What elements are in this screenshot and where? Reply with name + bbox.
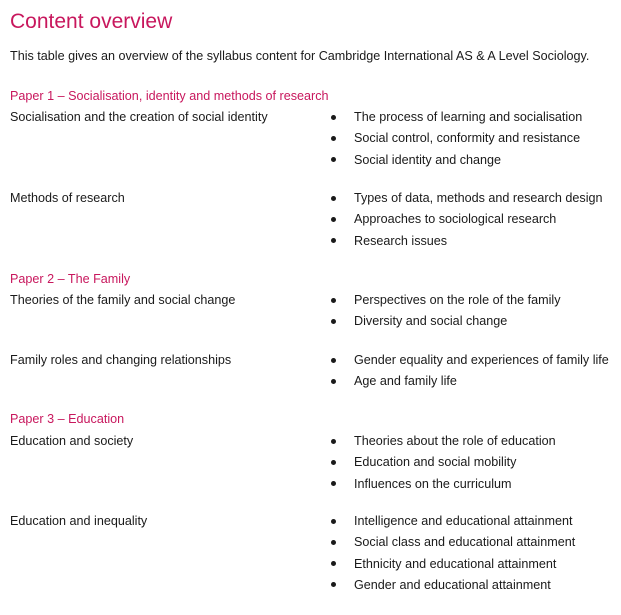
bullet-icon xyxy=(331,217,336,222)
topic-education-and-inequality: Education and inequality xyxy=(10,514,148,528)
paper-2-heading: Paper 2 – The Family xyxy=(10,272,131,286)
topic-education-and-society: Education and society xyxy=(10,434,134,448)
bullet-icon xyxy=(331,319,336,324)
bullet-icon xyxy=(331,460,336,465)
topic-family-roles: Family roles and changing relationships xyxy=(10,353,232,367)
bullet-icon xyxy=(331,379,336,384)
page-title: Content overview xyxy=(10,10,173,33)
bullet-icon xyxy=(331,540,336,545)
bullet-icon xyxy=(331,519,336,524)
bullet-icon xyxy=(331,298,336,303)
bullet-icon xyxy=(331,481,336,486)
bullet-icon xyxy=(331,157,336,162)
bullet-icon xyxy=(331,196,336,201)
bullet-icon xyxy=(331,238,336,243)
bullet-icon xyxy=(331,115,336,120)
bullet-icon xyxy=(331,561,336,566)
paper-3-heading: Paper 3 – Education xyxy=(10,412,125,426)
topic-socialisation: Socialisation and the creation of social identity xyxy=(10,110,268,124)
bullet-icon xyxy=(331,358,336,363)
topic-methods-of-research: Methods of research xyxy=(10,191,125,205)
intro-text: This table gives an overview of the syllabus content for Cambridge International AS & A Level Sociology. xyxy=(10,49,590,63)
bullet-icon xyxy=(331,439,336,444)
topic-theories-of-family: Theories of the family and social change xyxy=(10,293,236,307)
content-overview-page: Content overview This table gives an overview of the syllabus content for Cambridge International AS & A Level Sociology. Paper 1 – Socialisation, identity and methods of research Socialisation and the creation of social identity The process of learning and socialisation Social control, conformity and resistance Social identity and change Methods of research Types of data, methods and research design Approaches to sociological research Research issues Paper 2 – The Family Theories of the family and social change Perspectives on the role of the family Diversity and social change Family roles and changing relationships Gender equality and experiences of family life Age and family life Paper 3 – Education Education and society Theories about the role of education Education and social mobility Influences on the curriculum Education and inequality Intelligence and educational attainment Social class and educational attainment Ethnicity and educational attainment Gender and educational attainment xyxy=(10,10,609,592)
bullet-icon xyxy=(331,582,336,587)
bullet-icon xyxy=(331,136,336,141)
paper-1-heading: Paper 1 – Socialisation, identity and methods of research xyxy=(10,89,329,103)
